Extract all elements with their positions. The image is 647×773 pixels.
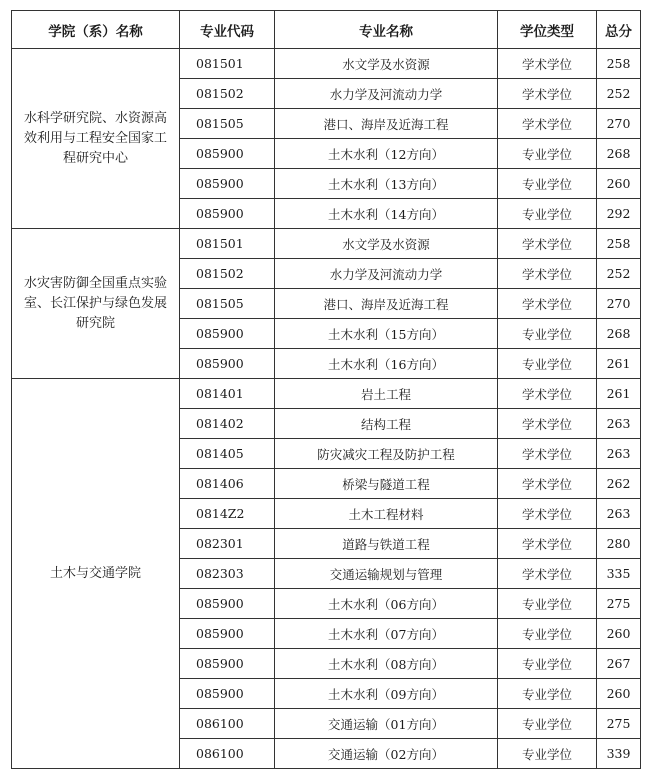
degree-type-cell: 学术学位 [498,559,597,589]
degree-type-cell: 学术学位 [498,469,597,499]
major-cell: 交通运输规划与管理 [275,559,498,589]
code-cell: 085900 [180,169,275,199]
major-cell: 岩土工程 [275,379,498,409]
table-row [12,49,641,79]
degree-type-cell: 专业学位 [498,139,597,169]
code-cell: 081402 [180,409,275,439]
code-cell: 082301 [180,529,275,559]
code-cell: 085900 [180,349,275,379]
degree-type-cell: 学术学位 [498,379,597,409]
degree-type-cell: 专业学位 [498,199,597,229]
major-cell: 水文学及水资源 [275,49,498,79]
major-cell: 土木水利（06方向） [275,589,498,619]
total-score-cell: 275 [597,709,641,739]
degree-type-cell: 专业学位 [498,349,597,379]
major-cell: 水文学及水资源 [275,229,498,259]
code-cell: 085900 [180,199,275,229]
major-cell: 港口、海岸及近海工程 [275,109,498,139]
total-score-cell: 280 [597,529,641,559]
code-cell: 081406 [180,469,275,499]
degree-type-cell: 学术学位 [498,79,597,109]
table-row [12,229,641,259]
total-score-cell: 292 [597,199,641,229]
total-score-cell: 258 [597,229,641,259]
major-cell: 道路与铁道工程 [275,529,498,559]
total-score-cell: 263 [597,499,641,529]
code-cell: 081505 [180,289,275,319]
major-cell: 土木水利（16方向） [275,349,498,379]
degree-type-cell: 学术学位 [498,439,597,469]
major-cell: 防灾减灾工程及防护工程 [275,439,498,469]
code-cell: 085900 [180,589,275,619]
code-cell: 082303 [180,559,275,589]
total-score-cell: 260 [597,619,641,649]
total-score-cell: 339 [597,739,641,769]
major-cell: 港口、海岸及近海工程 [275,289,498,319]
total-score-cell: 262 [597,469,641,499]
header-major: 专业名称 [275,11,498,49]
total-score-cell: 252 [597,79,641,109]
code-cell: 081502 [180,79,275,109]
total-score-cell: 258 [597,49,641,79]
total-score-cell: 260 [597,169,641,199]
header-degree-type: 学位类型 [498,11,597,49]
degree-type-cell: 学术学位 [498,229,597,259]
total-score-cell: 268 [597,319,641,349]
total-score-cell: 270 [597,109,641,139]
code-cell: 081501 [180,229,275,259]
degree-type-cell: 专业学位 [498,619,597,649]
major-cell: 土木水利（14方向） [275,199,498,229]
code-cell: 086100 [180,709,275,739]
code-cell: 086100 [180,739,275,769]
header-row [12,11,641,49]
major-cell: 土木水利（12方向） [275,139,498,169]
degree-type-cell: 学术学位 [498,259,597,289]
degree-type-cell: 学术学位 [498,409,597,439]
degree-type-cell: 学术学位 [498,109,597,139]
major-cell: 土木水利（15方向） [275,319,498,349]
major-cell: 土木水利（08方向） [275,649,498,679]
total-score-cell: 252 [597,259,641,289]
table-header [12,11,641,49]
degree-type-cell: 学术学位 [498,49,597,79]
total-score-cell: 261 [597,379,641,409]
degree-type-cell: 学术学位 [498,289,597,319]
header-college: 学院（系）名称 [12,11,180,49]
degree-type-cell: 专业学位 [498,709,597,739]
degree-type-cell: 专业学位 [498,589,597,619]
total-score-cell: 270 [597,289,641,319]
code-cell: 085900 [180,139,275,169]
total-score-cell: 260 [597,679,641,709]
degree-type-cell: 专业学位 [498,739,597,769]
major-cell: 桥梁与隧道工程 [275,469,498,499]
degree-type-cell: 专业学位 [498,649,597,679]
total-score-cell: 263 [597,439,641,469]
college-name-cell: 水灾害防御全国重点实验室、长江保护与绿色发展研究院 [12,229,180,379]
code-cell: 0814Z2 [180,499,275,529]
degree-type-cell: 学术学位 [498,499,597,529]
code-cell: 085900 [180,679,275,709]
code-cell: 081505 [180,109,275,139]
degree-type-cell: 学术学位 [498,529,597,559]
code-cell: 085900 [180,319,275,349]
total-score-cell: 275 [597,589,641,619]
major-cell: 土木水利（09方向） [275,679,498,709]
total-score-cell: 335 [597,559,641,589]
table-body [12,49,641,769]
major-cell: 水力学及河流动力学 [275,259,498,289]
total-score-cell: 261 [597,349,641,379]
code-cell: 081401 [180,379,275,409]
major-cell: 交通运输（02方向） [275,739,498,769]
college-name-cell: 土木与交通学院 [12,379,180,769]
degree-type-cell: 专业学位 [498,319,597,349]
header-total-score: 总分 [597,11,641,49]
code-cell: 085900 [180,619,275,649]
major-cell: 土木水利（13方向） [275,169,498,199]
major-cell: 水力学及河流动力学 [275,79,498,109]
table-row [12,379,641,409]
code-cell: 085900 [180,649,275,679]
degree-type-cell: 专业学位 [498,169,597,199]
total-score-cell: 268 [597,139,641,169]
major-cell: 土木水利（07方向） [275,619,498,649]
header-code: 专业代码 [180,11,275,49]
degree-type-cell: 专业学位 [498,679,597,709]
total-score-cell: 263 [597,409,641,439]
college-name-cell: 水科学研究院、水资源高效利用与工程安全国家工程研究中心 [12,49,180,229]
major-cell: 土木工程材料 [275,499,498,529]
total-score-cell: 267 [597,649,641,679]
major-cell: 结构工程 [275,409,498,439]
code-cell: 081405 [180,439,275,469]
code-cell: 081501 [180,49,275,79]
score-table [11,10,641,769]
code-cell: 081502 [180,259,275,289]
major-cell: 交通运输（01方向） [275,709,498,739]
